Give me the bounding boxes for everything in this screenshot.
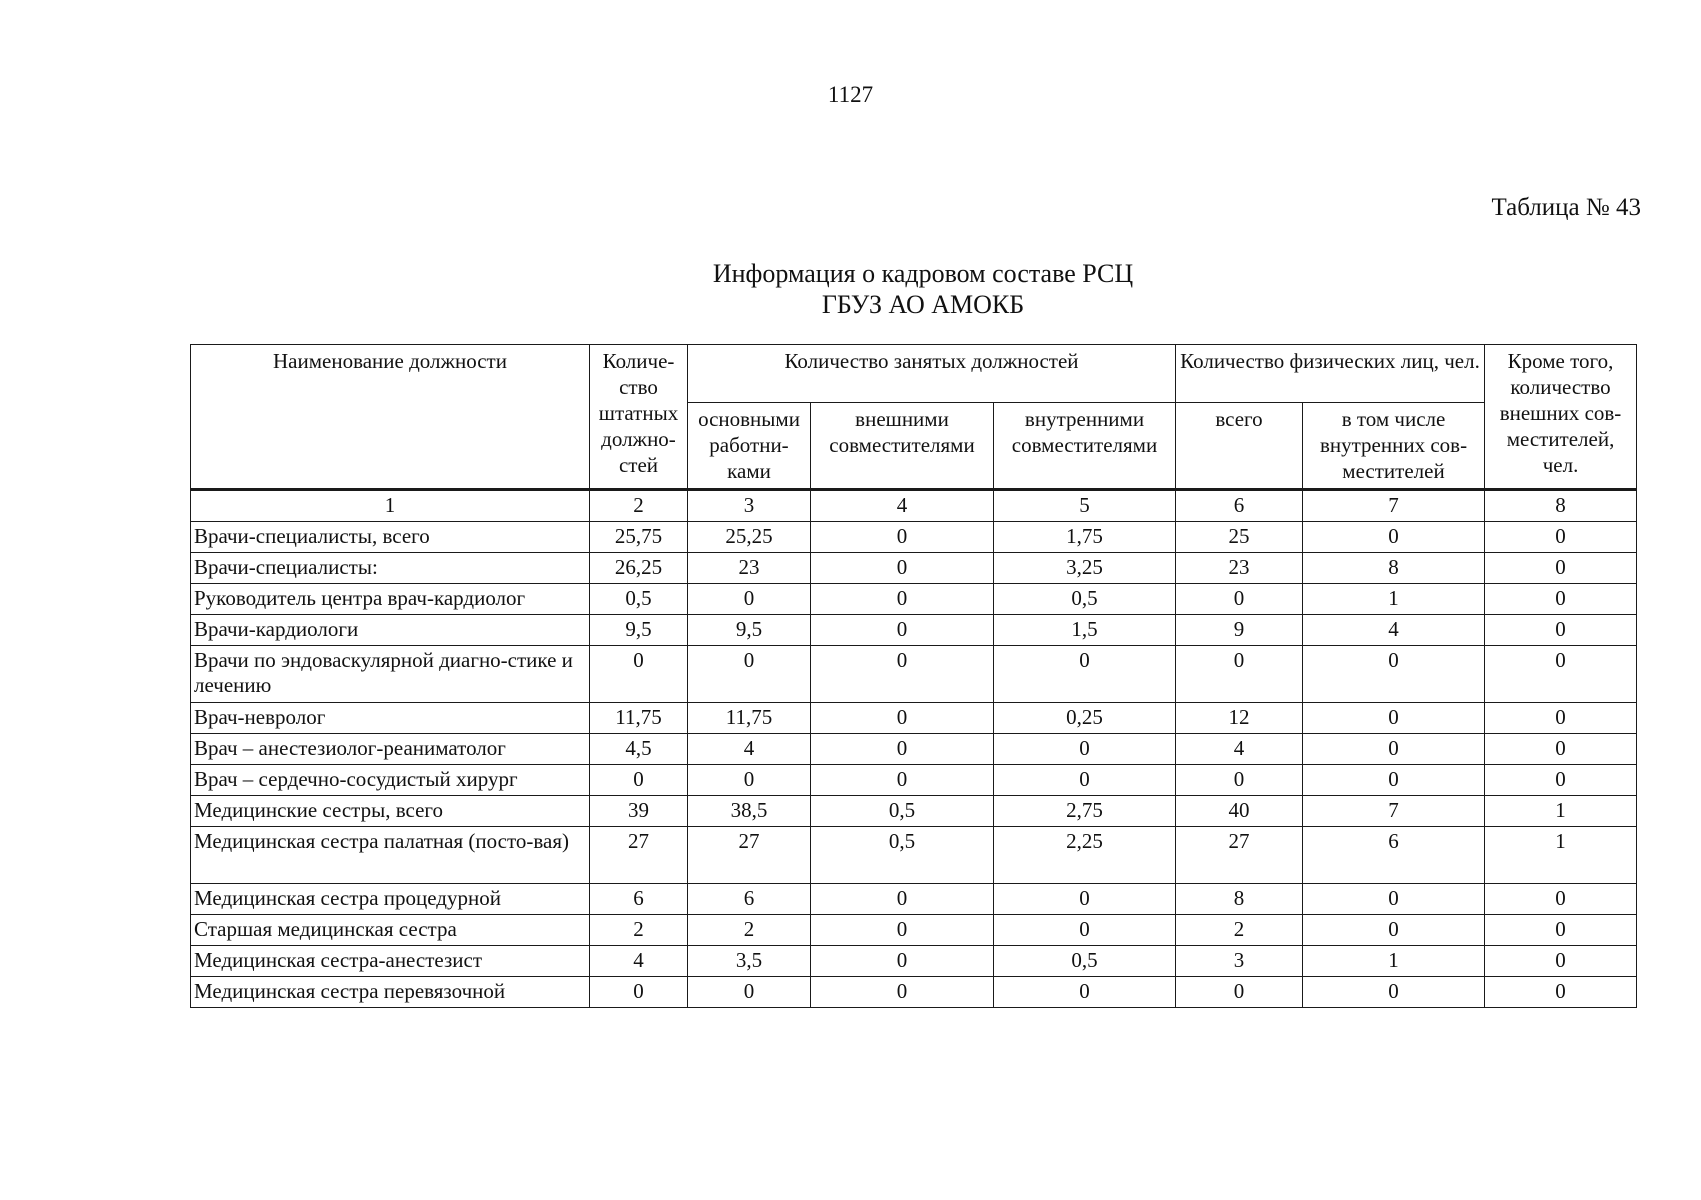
value-cell-c3: 38,5 bbox=[688, 796, 811, 827]
value-cell-c4: 0 bbox=[811, 553, 994, 584]
position-name-cell: Медицинские сестры, всего bbox=[191, 796, 590, 827]
value-cell-c6: 4 bbox=[1176, 734, 1303, 765]
value-cell-c7: 0 bbox=[1303, 977, 1485, 1008]
title-line-2: ГБУЗ АО АМОКБ bbox=[821, 290, 1025, 319]
value-cell-c6: 40 bbox=[1176, 796, 1303, 827]
value-cell-c5: 0 bbox=[994, 765, 1176, 796]
value-cell-c7: 0 bbox=[1303, 646, 1485, 703]
position-name-cell: Медицинская сестра-анестезист bbox=[191, 946, 590, 977]
table-row bbox=[191, 734, 1637, 765]
value-cell-c3: 3,5 bbox=[688, 946, 811, 977]
table-row bbox=[191, 646, 1637, 703]
value-cell-c3: 0 bbox=[688, 977, 811, 1008]
header-main-workers: основными работни-ками bbox=[688, 403, 811, 490]
value-cell-c5: 0,5 bbox=[994, 584, 1176, 615]
column-number: 6 bbox=[1176, 490, 1303, 522]
value-cell-c6: 27 bbox=[1176, 827, 1303, 884]
value-cell-c8: 0 bbox=[1485, 884, 1637, 915]
table-row bbox=[191, 796, 1637, 827]
value-cell-c4: 0 bbox=[811, 884, 994, 915]
position-name-cell: Врач – сердечно-сосудистый хирург bbox=[191, 765, 590, 796]
value-cell-c5: 0 bbox=[994, 884, 1176, 915]
table-row bbox=[191, 915, 1637, 946]
value-cell-c8: 0 bbox=[1485, 584, 1637, 615]
value-cell-c2: 0 bbox=[590, 765, 688, 796]
position-name-cell: Медицинская сестра процедурной bbox=[191, 884, 590, 915]
position-name-cell: Старшая медицинская сестра bbox=[191, 915, 590, 946]
value-cell-c8: 0 bbox=[1485, 615, 1637, 646]
value-cell-c7: 8 bbox=[1303, 553, 1485, 584]
column-number-row bbox=[191, 490, 1637, 522]
value-cell-c3: 23 bbox=[688, 553, 811, 584]
value-cell-c6: 8 bbox=[1176, 884, 1303, 915]
column-number: 4 bbox=[811, 490, 994, 522]
value-cell-c2: 27 bbox=[590, 827, 688, 884]
value-cell-c2: 0,5 bbox=[590, 584, 688, 615]
value-cell-c4: 0 bbox=[811, 734, 994, 765]
column-number: 8 bbox=[1485, 490, 1637, 522]
value-cell-c5: 0 bbox=[994, 977, 1176, 1008]
value-cell-c6: 0 bbox=[1176, 765, 1303, 796]
table-row bbox=[191, 946, 1637, 977]
value-cell-c3: 6 bbox=[688, 884, 811, 915]
value-cell-c8: 0 bbox=[1485, 703, 1637, 734]
value-cell-c2: 4 bbox=[590, 946, 688, 977]
value-cell-c7: 7 bbox=[1303, 796, 1485, 827]
value-cell-c6: 9 bbox=[1176, 615, 1303, 646]
header-position-name: Наименование должности bbox=[191, 345, 590, 490]
value-cell-c4: 0 bbox=[811, 703, 994, 734]
value-cell-c8: 1 bbox=[1485, 796, 1637, 827]
value-cell-c8: 0 bbox=[1485, 646, 1637, 703]
value-cell-c5: 2,25 bbox=[994, 827, 1176, 884]
value-cell-c7: 6 bbox=[1303, 827, 1485, 884]
value-cell-c7: 0 bbox=[1303, 522, 1485, 553]
table-row bbox=[191, 827, 1637, 884]
value-cell-c3: 4 bbox=[688, 734, 811, 765]
value-cell-c4: 0 bbox=[811, 946, 994, 977]
value-cell-c6: 2 bbox=[1176, 915, 1303, 946]
column-number: 2 bbox=[590, 490, 688, 522]
value-cell-c3: 9,5 bbox=[688, 615, 811, 646]
header-total: всего bbox=[1176, 403, 1303, 490]
value-cell-c7: 1 bbox=[1303, 584, 1485, 615]
value-cell-c5: 1,75 bbox=[994, 522, 1176, 553]
title-line-1: Информация о кадровом составе РСЦ bbox=[712, 259, 1134, 288]
position-name-cell: Руководитель центра врач-кардиолог bbox=[191, 584, 590, 615]
value-cell-c4: 0 bbox=[811, 522, 994, 553]
value-cell-c7: 1 bbox=[1303, 946, 1485, 977]
table-row bbox=[191, 553, 1637, 584]
value-cell-c6: 25 bbox=[1176, 522, 1303, 553]
value-cell-c8: 0 bbox=[1485, 765, 1637, 796]
value-cell-c2: 9,5 bbox=[590, 615, 688, 646]
value-cell-c5: 0 bbox=[994, 915, 1176, 946]
position-name-cell: Врачи-специалисты: bbox=[191, 553, 590, 584]
value-cell-c8: 0 bbox=[1485, 522, 1637, 553]
value-cell-c7: 0 bbox=[1303, 734, 1485, 765]
value-cell-c6: 3 bbox=[1176, 946, 1303, 977]
table-label: Таблица № 43 bbox=[1491, 194, 1641, 221]
value-cell-c6: 12 bbox=[1176, 703, 1303, 734]
value-cell-c7: 0 bbox=[1303, 703, 1485, 734]
column-number: 1 bbox=[191, 490, 590, 522]
value-cell-c7: 0 bbox=[1303, 765, 1485, 796]
value-cell-c7: 4 bbox=[1303, 615, 1485, 646]
table-row bbox=[191, 522, 1637, 553]
column-number: 7 bbox=[1303, 490, 1485, 522]
table-row bbox=[191, 584, 1637, 615]
value-cell-c7: 0 bbox=[1303, 884, 1485, 915]
value-cell-c4: 0 bbox=[811, 584, 994, 615]
position-name-cell: Врачи по эндоваскулярной диагно-стике и лечению bbox=[191, 646, 590, 703]
table-row bbox=[191, 977, 1637, 1008]
value-cell-c8: 1 bbox=[1485, 827, 1637, 884]
position-name-cell: Врачи-специалисты, всего bbox=[191, 522, 590, 553]
header-external-extra: Кроме того, количество внешних сов-местителей, чел. bbox=[1485, 345, 1637, 490]
value-cell-c4: 0 bbox=[811, 977, 994, 1008]
position-name-cell: Медицинская сестра палатная (посто-вая) bbox=[191, 827, 590, 884]
position-name-cell: Медицинская сестра перевязочной bbox=[191, 977, 590, 1008]
value-cell-c5: 3,25 bbox=[994, 553, 1176, 584]
value-cell-c3: 0 bbox=[688, 584, 811, 615]
document-title bbox=[190, 258, 1656, 320]
value-cell-c5: 1,5 bbox=[994, 615, 1176, 646]
value-cell-c5: 0 bbox=[994, 734, 1176, 765]
value-cell-c3: 11,75 bbox=[688, 703, 811, 734]
value-cell-c8: 0 bbox=[1485, 915, 1637, 946]
position-name-cell: Врач-невролог bbox=[191, 703, 590, 734]
header-occupied-positions: Количество занятых должностей bbox=[688, 345, 1176, 403]
table-body bbox=[191, 490, 1637, 1008]
value-cell-c4: 0,5 bbox=[811, 827, 994, 884]
header-internal-part-time: внутренними совместителями bbox=[994, 403, 1176, 490]
value-cell-c3: 2 bbox=[688, 915, 811, 946]
value-cell-c4: 0 bbox=[811, 615, 994, 646]
staff-table bbox=[190, 344, 1637, 1008]
value-cell-c2: 39 bbox=[590, 796, 688, 827]
value-cell-c2: 11,75 bbox=[590, 703, 688, 734]
value-cell-c6: 23 bbox=[1176, 553, 1303, 584]
value-cell-c2: 0 bbox=[590, 977, 688, 1008]
header-including-internal: в том числе внутренних сов-местителей bbox=[1303, 403, 1485, 490]
column-number: 3 bbox=[688, 490, 811, 522]
value-cell-c6: 0 bbox=[1176, 646, 1303, 703]
value-cell-c2: 25,75 bbox=[590, 522, 688, 553]
value-cell-c5: 0,5 bbox=[994, 946, 1176, 977]
value-cell-c5: 0,25 bbox=[994, 703, 1176, 734]
value-cell-c3: 25,25 bbox=[688, 522, 811, 553]
position-name-cell: Врач – анестезиолог-реаниматолог bbox=[191, 734, 590, 765]
table-row bbox=[191, 703, 1637, 734]
header-staff-positions: Количе-ство штатных должно-стей bbox=[590, 345, 688, 490]
header-physical-persons: Количество физических лиц, чел. bbox=[1176, 345, 1485, 403]
value-cell-c2: 4,5 bbox=[590, 734, 688, 765]
value-cell-c8: 0 bbox=[1485, 977, 1637, 1008]
table-row bbox=[191, 765, 1637, 796]
value-cell-c3: 0 bbox=[688, 646, 811, 703]
value-cell-c6: 0 bbox=[1176, 977, 1303, 1008]
value-cell-c4: 0 bbox=[811, 646, 994, 703]
value-cell-c8: 0 bbox=[1485, 553, 1637, 584]
position-name-cell: Врачи-кардиологи bbox=[191, 615, 590, 646]
value-cell-c5: 2,75 bbox=[994, 796, 1176, 827]
value-cell-c6: 0 bbox=[1176, 584, 1303, 615]
table-row bbox=[191, 615, 1637, 646]
value-cell-c4: 0 bbox=[811, 765, 994, 796]
column-number: 5 bbox=[994, 490, 1176, 522]
value-cell-c3: 0 bbox=[688, 765, 811, 796]
header-external-part-time: внешними совместителями bbox=[811, 403, 994, 490]
value-cell-c2: 6 bbox=[590, 884, 688, 915]
value-cell-c2: 0 bbox=[590, 646, 688, 703]
value-cell-c4: 0,5 bbox=[811, 796, 994, 827]
table-row bbox=[191, 884, 1637, 915]
value-cell-c8: 0 bbox=[1485, 734, 1637, 765]
value-cell-c4: 0 bbox=[811, 915, 994, 946]
value-cell-c3: 27 bbox=[688, 827, 811, 884]
value-cell-c7: 0 bbox=[1303, 915, 1485, 946]
page-number: 1127 bbox=[827, 82, 874, 107]
value-cell-c5: 0 bbox=[994, 646, 1176, 703]
value-cell-c8: 0 bbox=[1485, 946, 1637, 977]
value-cell-c2: 2 bbox=[590, 915, 688, 946]
value-cell-c2: 26,25 bbox=[590, 553, 688, 584]
